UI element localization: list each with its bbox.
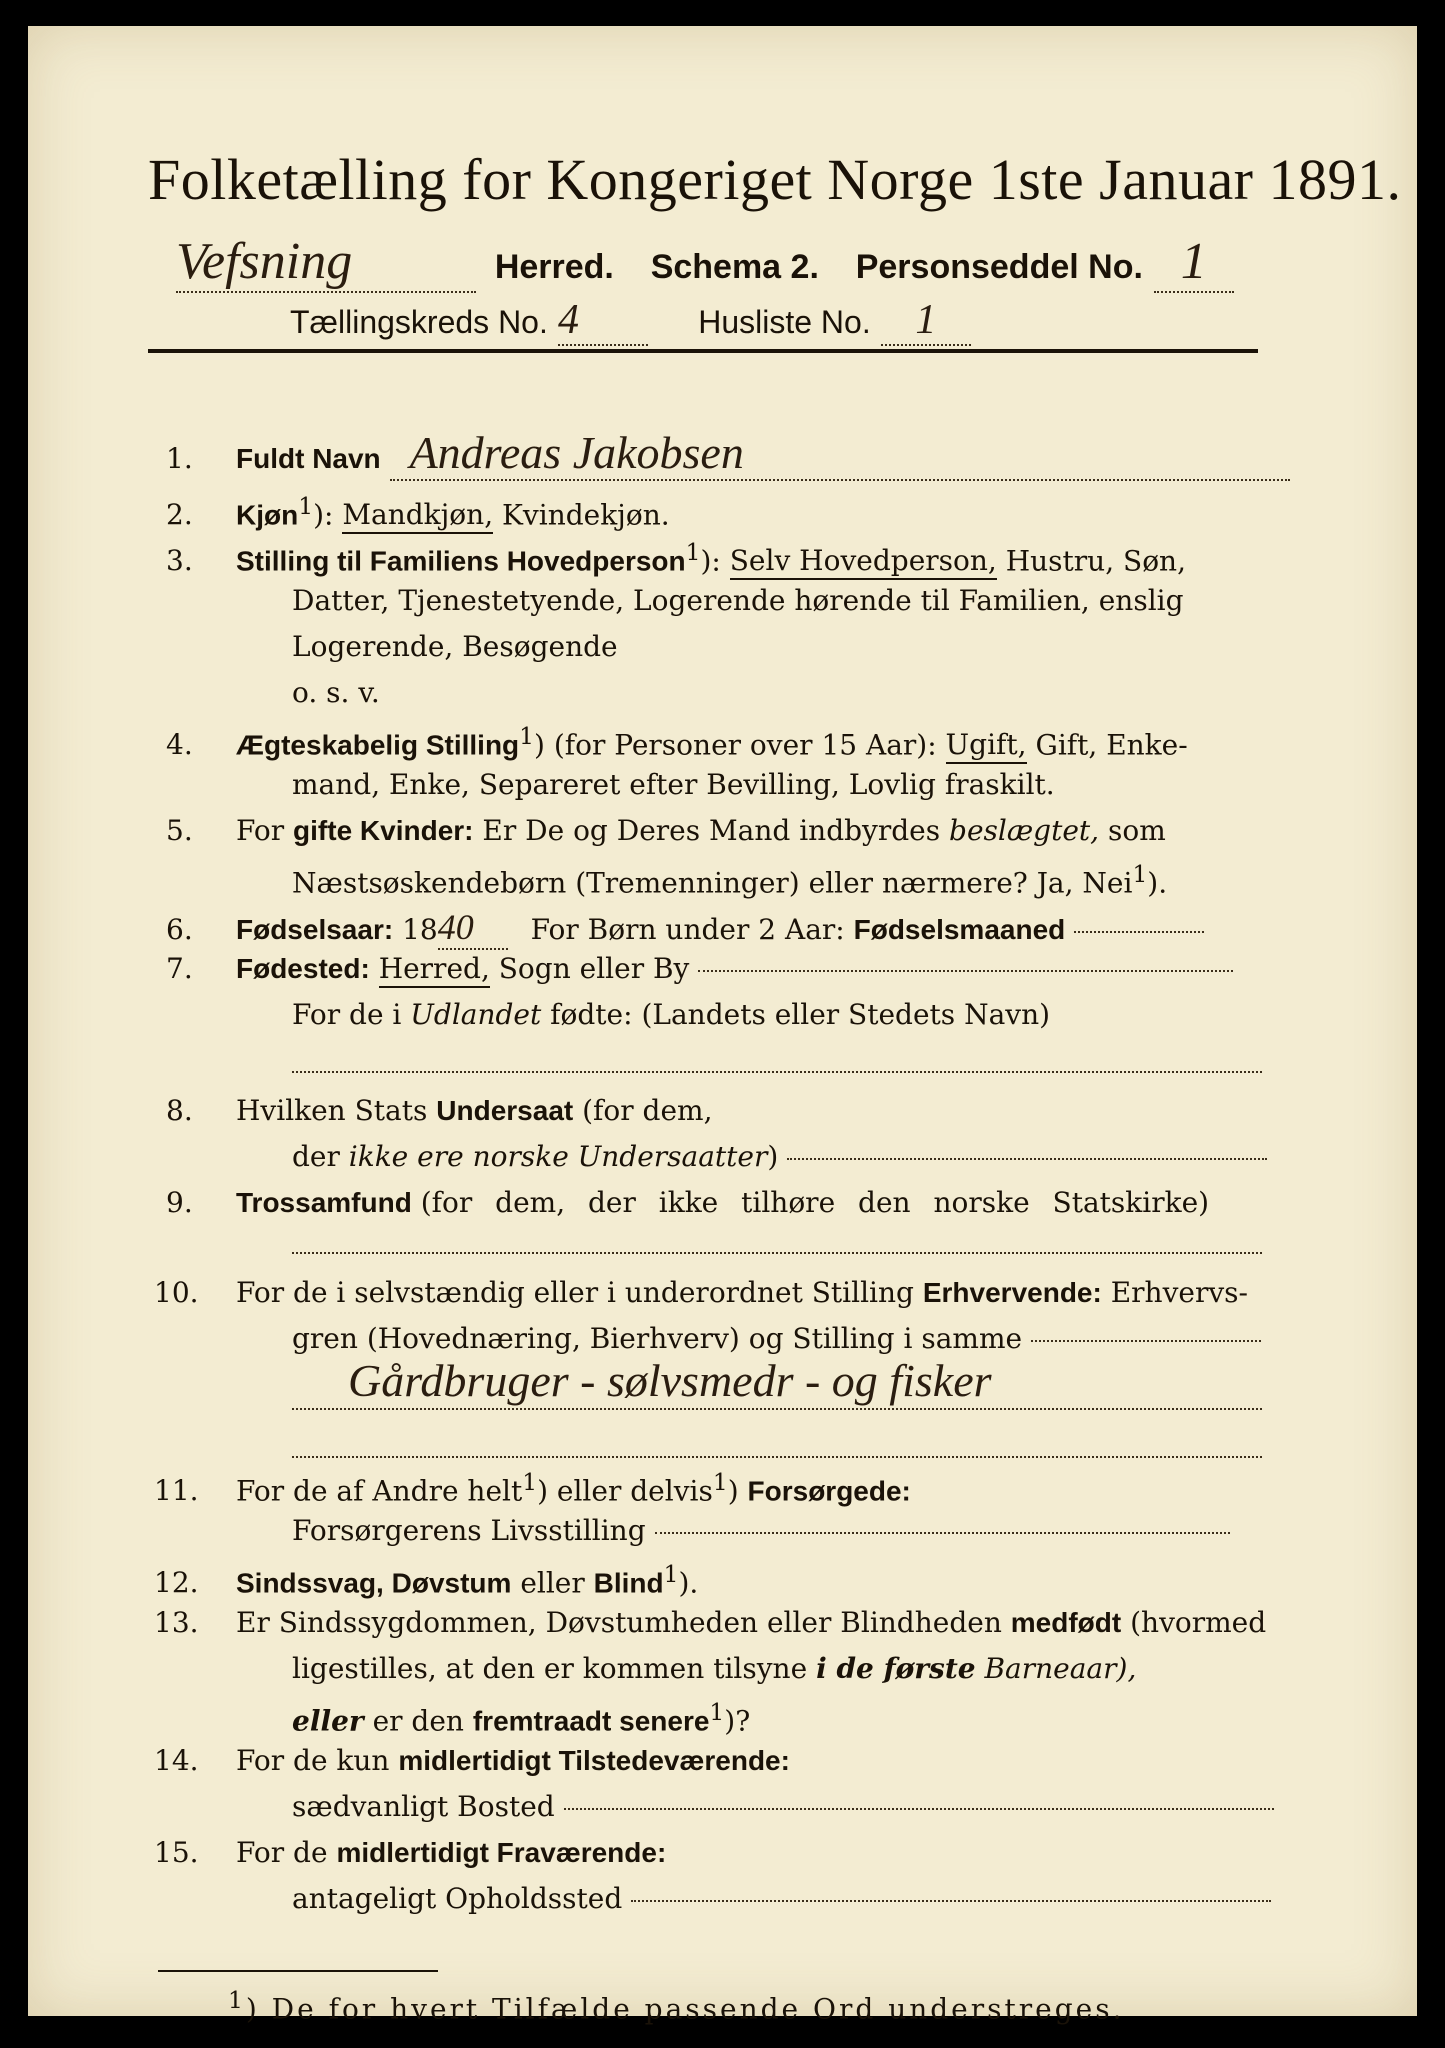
position-selected: Selv Hovedperson, — [730, 544, 997, 580]
footnote: $^1$) De for hvert Tilfælde passende Ord understreges. — [228, 1986, 1125, 2026]
form-title: Folketælling for Kongeriget Norge 1ste Januar 1891. — [148, 147, 1402, 212]
sex-selected: Mandkjøn, — [342, 498, 493, 534]
occupation-value: Gårdbruger - sølvsmedr - og fisker — [348, 1355, 992, 1406]
field-8-line2: der ikke ere norske Undersaatter) — [292, 1140, 1267, 1173]
field-13-line3: eller er den fremtraadt senere$^1$)? — [292, 1698, 751, 1738]
field-14-temporary-present: 14. For de kun midlertidigt Tilstedeværende: — [154, 1744, 790, 1777]
field-11-supported: 11. For de af Andre helt$^1$) eller delvis$^1$) Forsørgede: — [154, 1468, 911, 1508]
field-10-line2: gren (Hovednæring, Bierhverv) og Stilling i samme — [292, 1322, 1261, 1355]
footnote-rule — [158, 1970, 438, 1972]
husliste-label: Husliste No. — [698, 304, 871, 340]
husliste-number: 1 — [881, 296, 971, 346]
field-15-temporary-absent: 15. For de midlertidigt Fraværende: — [154, 1836, 667, 1869]
header-line-kreds — [290, 296, 971, 346]
field-12-disability: 12. Sindssvag, Døvstum eller Blind$^1$). — [154, 1560, 699, 1600]
census-form — [28, 26, 1417, 2026]
taellingskreds-number: 4 — [558, 296, 648, 346]
field-14-line2: sædvanligt Bosted — [292, 1790, 1274, 1823]
field-6-birthyear: 6. Fødselsaar: 1840 For Børn under 2 Aar: Fødselsmaaned — [166, 906, 1204, 950]
municipality-value: Vefsning — [176, 232, 476, 293]
personseddel-number: 1 — [1154, 232, 1234, 293]
field-4-marital: 4. Ægteskabelig Stilling$^1$) (for Personer over 15 Aar): Ugift, Gift, Enke- — [166, 722, 1188, 761]
field-8-citizenship: 8. Hvilken Stats Undersaat (for dem, — [166, 1094, 713, 1127]
field-3-line2: Datter, Tjenestetyende, Logerende hørende til Familien, enslig — [292, 584, 1184, 617]
field-15-line2: antageligt Opholdssted — [292, 1882, 1271, 1915]
taellingskreds-label: Tællingskreds No. — [290, 304, 548, 340]
birthplace-selected: Herred, — [379, 952, 490, 988]
field-13-line2: ligestilles, at den er kommen tilsyne i de første Barneaar), — [292, 1652, 1137, 1685]
field-2-sex: 2. Kjøn$^1$): Mandkjøn, Kvindekjøn. — [166, 492, 670, 531]
marital-selected: Ugift, — [946, 728, 1027, 764]
field-9-religion: 9. Trossamfund (for dem, der ikke tilhøre den norske Statskirke) — [166, 1186, 1210, 1219]
field-3-line3: Logerende, Besøgende — [292, 630, 618, 663]
field-3-line4: o. s. v. — [292, 676, 380, 709]
field-7-line2: For de i Udlandet fødte: (Landets eller Stedets Navn) — [292, 998, 1051, 1031]
field-13-congenital: 13. Er Sindssygdommen, Døvstumheden eller Blindheden medfødt (hvormed — [154, 1606, 1267, 1639]
field-5-related: 5. For gifte Kvinder: Er De og Deres Mand indbyrdes beslægtet, som — [166, 814, 1166, 847]
personseddel-label: Personseddel No. — [855, 248, 1143, 286]
field-3-position: 3. Stilling til Familiens Hovedperson$^1$): Selv Hovedperson, Hustru, Søn, — [166, 538, 1186, 577]
field-7-birthplace: 7. Fødested: Herred, Sogn eller By — [166, 952, 1233, 985]
header-rule — [148, 349, 1258, 353]
schema-label: Schema 2. — [650, 248, 819, 286]
full-name-value: Andreas Jakobsen — [390, 426, 1290, 481]
field-1-name: 1. Fuldt Navn Andreas Jakobsen — [166, 426, 1290, 481]
birthyear-value: 40 — [438, 906, 508, 950]
header-line-herred — [176, 232, 1234, 293]
field-10-occupation: 10. For de i selvstændig eller i underordnet Stilling Erhvervende: Erhvervs- — [154, 1276, 1249, 1309]
full-name-label: Fuldt Navn — [236, 443, 381, 474]
field-5-line2: Næstsøskendebørn (Tremenninger) eller nærmere? Ja, Nei$^1$). — [292, 860, 1168, 900]
herred-label: Herred. — [494, 248, 614, 286]
field-11-line2: Forsørgerens Livsstilling — [292, 1514, 1230, 1547]
field-4-line2: mand, Enke, Separeret efter Bevilling, Lovlig fraskilt. — [292, 768, 1055, 801]
